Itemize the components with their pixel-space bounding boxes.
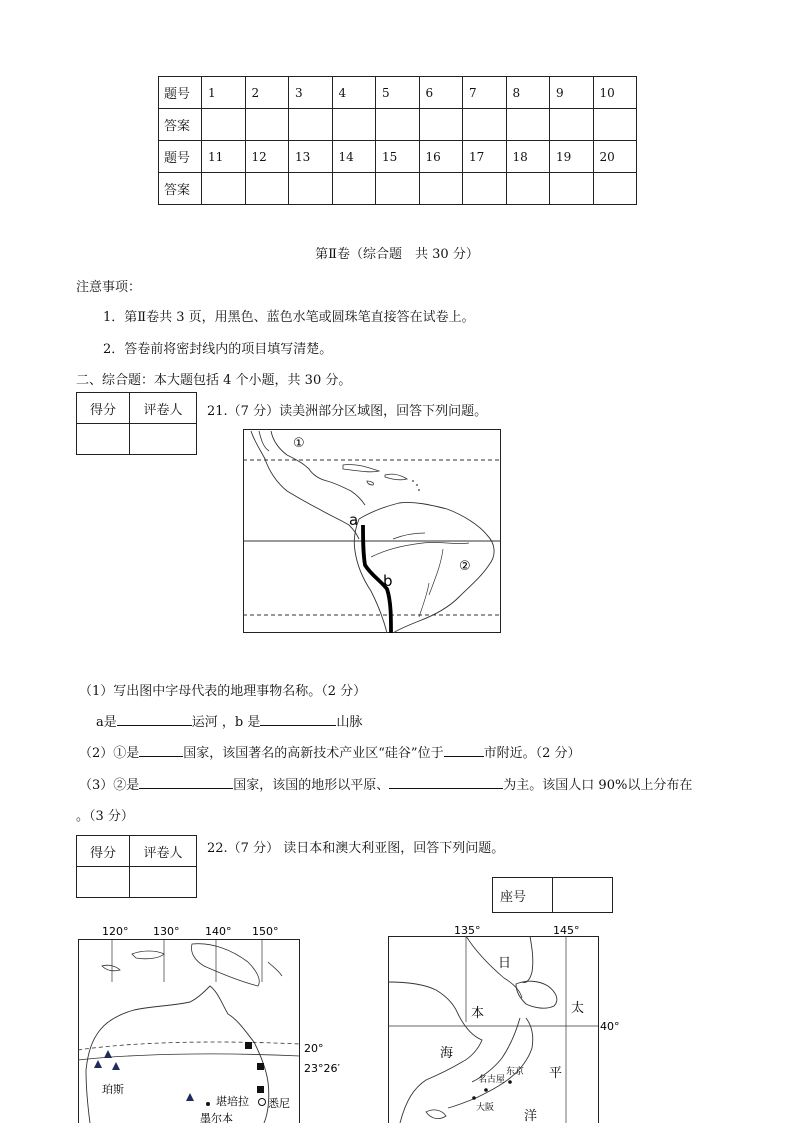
answer-table-row-head: 答案 — [159, 173, 202, 205]
question-number-cell: 12 — [245, 141, 289, 173]
q21-sub3-line — [79, 774, 692, 793]
aus-lon-140: 140° — [205, 925, 232, 938]
answer-cell[interactable] — [506, 173, 550, 205]
score-box-q22 — [76, 835, 197, 898]
grader-cell[interactable] — [130, 424, 197, 455]
question-number-cell: 15 — [376, 141, 420, 173]
score-label: 得分 — [77, 836, 130, 867]
aus-lat-tropic: 23°26′ — [304, 1062, 340, 1075]
blank-city[interactable] — [444, 743, 484, 757]
q22-title: 22.（7 分） 读日本和澳大利亚图，回答下列问题。 — [207, 841, 505, 856]
q21-sub1-a-label: a是 — [96, 715, 117, 730]
q21-sub1: （1）写出图中字母代表的地理事物名称。（2 分） — [79, 684, 367, 699]
q21-sub2-mid: 国家，该国著名的高新技术产业区“硅谷”位于 — [183, 746, 444, 761]
coal-square-icon — [257, 1063, 264, 1070]
answer-cell[interactable] — [593, 173, 637, 205]
jp-city-tokyo: 东京 — [506, 1067, 525, 1077]
question-number-cell: 5 — [376, 77, 420, 109]
city-circle-icon — [259, 1099, 266, 1106]
map-label-circle-1: ① — [293, 436, 305, 451]
answer-table-row — [159, 173, 637, 205]
q21-sub2-pre: （2）①是 — [79, 746, 140, 761]
q21-sub3-tail: 。（3 分） — [76, 809, 134, 824]
answer-cell[interactable] — [202, 173, 246, 205]
q21-sub3-post: 为主。该国人口 90%以上分布在 — [503, 778, 693, 793]
answer-table — [158, 76, 637, 205]
answer-cell[interactable] — [550, 109, 594, 141]
aus-city-canberra: 堪培拉 — [216, 1095, 249, 1108]
question-number-cell: 9 — [550, 77, 594, 109]
blank-country-2[interactable] — [139, 775, 233, 789]
coal-square-icon — [257, 1086, 264, 1093]
jp-city-osaka: 大阪 — [476, 1103, 495, 1113]
answer-cell[interactable] — [593, 109, 637, 141]
score-cell[interactable] — [77, 867, 130, 898]
notes-heading: 注意事项： — [76, 280, 142, 295]
map-label-circle-2: ② — [459, 559, 471, 574]
jp-ocean-tai: 太 — [571, 1001, 585, 1016]
question-number-cell: 18 — [506, 141, 550, 173]
jp-ocean-yang: 洋 — [524, 1109, 538, 1123]
notes-item-2: 2．答卷前将密封线内的项目填写清楚。 — [103, 342, 333, 357]
answer-table-row — [159, 141, 637, 173]
answer-table-row — [159, 77, 637, 109]
answer-cell[interactable] — [506, 109, 550, 141]
jp-lat-40: 40° — [600, 1020, 620, 1033]
answer-cell[interactable] — [463, 173, 507, 205]
q21-sub2-post: 市附近。（2 分） — [483, 746, 581, 761]
jp-lon-135: 135° — [454, 924, 481, 937]
seat-box — [492, 877, 613, 913]
score-cell[interactable] — [77, 424, 130, 455]
question-number-cell: 14 — [332, 141, 376, 173]
blank-country-1[interactable] — [139, 743, 183, 757]
grader-label: 评卷人 — [130, 393, 197, 424]
australia-map — [72, 922, 342, 1123]
japan-map — [386, 922, 624, 1123]
answer-cell[interactable] — [332, 109, 376, 141]
jp-city-nagoya: 名古屋 — [478, 1075, 506, 1085]
q21-sub3-pre: （3）②是 — [79, 778, 140, 793]
coal-square-icon — [245, 1042, 252, 1049]
blank-canal[interactable] — [117, 712, 192, 726]
aus-city-perth: 珀斯 — [102, 1083, 124, 1096]
answer-table-row-head: 答案 — [159, 109, 202, 141]
answer-cell[interactable] — [202, 109, 246, 141]
jp-lon-145: 145° — [553, 924, 580, 937]
question-number-cell: 1 — [202, 77, 246, 109]
question-number-cell: 6 — [419, 77, 463, 109]
grader-label: 评卷人 — [130, 836, 197, 867]
blank-mountain[interactable] — [260, 712, 336, 726]
q21-title: 21.（7 分）读美洲部分区域图，回答下列问题。 — [207, 404, 488, 419]
q21-sub2-line — [79, 742, 580, 761]
answer-cell[interactable] — [550, 173, 594, 205]
score-box-q21 — [76, 392, 197, 455]
question-number-cell: 8 — [506, 77, 550, 109]
jp-sea-ri: 日 — [498, 956, 512, 971]
score-label: 得分 — [77, 393, 130, 424]
question-number-cell: 19 — [550, 141, 594, 173]
answer-cell[interactable] — [332, 173, 376, 205]
answer-cell[interactable] — [376, 109, 420, 141]
answer-cell[interactable] — [245, 109, 289, 141]
aus-city-partial: 墨尔本 — [200, 1112, 233, 1123]
jp-sea-hai: 海 — [440, 1046, 454, 1061]
aus-lon-150: 150° — [252, 925, 279, 938]
q21-sub3-mid: 国家，该国的地形以平原、 — [233, 778, 390, 793]
answer-cell[interactable] — [289, 109, 333, 141]
q21-sub1-answer-line — [96, 711, 362, 730]
grader-cell[interactable] — [130, 867, 197, 898]
aus-lat-20: 20° — [304, 1042, 324, 1055]
part2-heading: 二、综合题：本大题包括 4 个小题，共 30 分。 — [76, 373, 352, 388]
q21-sub1-mountain-label: 山脉 — [336, 715, 363, 730]
seat-label: 座号 — [493, 878, 553, 913]
answer-cell[interactable] — [419, 109, 463, 141]
section-title: 第Ⅱ卷（综合题 共 30 分） — [315, 247, 479, 262]
answer-cell[interactable] — [289, 173, 333, 205]
q21-sub1-canal-label: 运河 ，b 是 — [191, 715, 261, 730]
jp-ocean-ping: 平 — [549, 1066, 563, 1081]
question-number-cell: 7 — [463, 77, 507, 109]
question-number-cell: 2 — [245, 77, 289, 109]
aus-city-sydney: 悉尼 — [268, 1097, 290, 1110]
question-number-cell: 10 — [593, 77, 637, 109]
question-number-cell: 20 — [593, 141, 637, 173]
answer-cell[interactable] — [463, 109, 507, 141]
question-number-cell: 13 — [289, 141, 333, 173]
answer-cell[interactable] — [376, 173, 420, 205]
aus-lon-120: 120° — [102, 925, 129, 938]
jp-sea-ben: 本 — [471, 1006, 485, 1021]
answer-table-row-head: 题号 — [159, 141, 202, 173]
seat-input[interactable] — [553, 878, 613, 913]
aus-lon-130: 130° — [153, 925, 180, 938]
question-number-cell: 16 — [419, 141, 463, 173]
americas-map — [243, 429, 501, 633]
answer-table-row — [159, 109, 637, 141]
blank-terrain[interactable] — [389, 775, 503, 789]
map-label-b: b — [383, 572, 393, 590]
answer-cell[interactable] — [419, 173, 463, 205]
answer-table-row-head: 题号 — [159, 77, 202, 109]
answer-cell[interactable] — [245, 173, 289, 205]
question-number-cell: 3 — [289, 77, 333, 109]
question-number-cell: 4 — [332, 77, 376, 109]
map-label-a: a — [349, 511, 359, 529]
notes-item-1: 1．第Ⅱ卷共 3 页，用黑色、蓝色水笔或圆珠笔直接答在试卷上。 — [103, 310, 475, 325]
city-dot-icon — [206, 1102, 210, 1106]
question-number-cell: 17 — [463, 141, 507, 173]
question-number-cell: 11 — [202, 141, 246, 173]
